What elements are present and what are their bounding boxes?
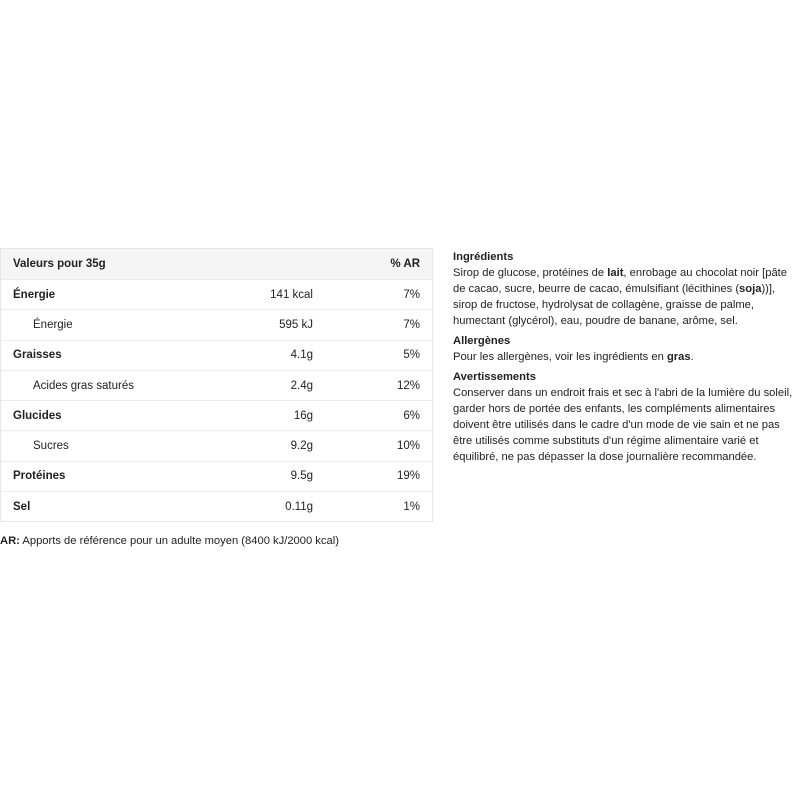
footnote-abbr: AR: (0, 535, 20, 547)
nutrient-name: Sucres (33, 440, 69, 453)
allergens-text (453, 349, 798, 365)
warnings-text: Conserver dans un endroit frais et sec à l'abri de la lumière du soleil, garder hors de portée des enfants, les compléments alimentaires doivent être utilisés dans le cadre d'un mode de vie sain et ne pas être utilisés comme substituts d'un régime alimentaire varié et équilibré, ne pas dépasser la dose journalière recommandée. (453, 387, 793, 463)
table-row (1, 340, 432, 370)
nutrient-name: Glucides (13, 409, 62, 422)
nutrient-name: Énergie (33, 318, 73, 331)
nutrient-ar: 10% (396, 440, 420, 453)
warnings-section (453, 369, 798, 465)
ingredients-section (453, 249, 798, 329)
nutrient-name: Protéines (13, 470, 66, 483)
nutrient-ar: 7% (403, 288, 420, 301)
ingredients-text-part: , enrobage au chocolat noir [pâte de cacao, sucre, beurre de cacao, émulsifiant (lécithines ( (453, 267, 788, 295)
table-row (1, 309, 432, 339)
ingredients-title: Ingrédients (453, 251, 514, 263)
table-row (1, 461, 432, 491)
product-info (453, 249, 798, 469)
header-title: Valeurs pour 35g (13, 258, 106, 270)
allergen-milk: lait (607, 267, 624, 279)
nutrient-quantity: 595 kJ (279, 318, 313, 331)
allergens-title: Allergènes (453, 335, 511, 347)
ingredients-text (453, 265, 798, 329)
allergen-soy: soja (739, 283, 762, 295)
nutrient-quantity: 4.1g (290, 349, 313, 362)
nutrient-name: Sel (13, 500, 31, 513)
header-ar: % AR (390, 258, 420, 270)
nutrient-ar: 6% (403, 409, 420, 422)
nutrient-ar: 19% (396, 470, 420, 483)
allergens-text-part: Pour les allergènes, voir les ingrédients en (453, 351, 667, 363)
nutrient-name: Énergie (13, 288, 56, 301)
nutrition-table-header (1, 249, 432, 279)
table-row (1, 491, 432, 521)
nutrition-table (0, 248, 433, 522)
nutrient-ar: 1% (403, 500, 420, 513)
nutrient-name: Graisses (13, 349, 62, 362)
table-row (1, 370, 432, 400)
footnote-text: Apports de référence pour un adulte moyen (8400 kJ/2000 kcal) (19, 535, 339, 547)
nutrient-ar: 12% (396, 379, 420, 392)
allergens-section (453, 333, 798, 365)
nutrient-quantity: 141 kcal (270, 288, 313, 301)
ingredients-text-part: ))], sirop de fructose, hydrolysat de collagène, graisse de palme, humectant (glycérol), eau, poudre de banane, arôme, sel. (453, 283, 776, 327)
ar-footnote (0, 535, 339, 547)
nutrient-quantity: 9.5g (290, 470, 313, 483)
nutrient-quantity: 16g (293, 409, 313, 422)
ingredients-text-part: Sirop de glucose, protéines de (453, 267, 608, 279)
nutrient-name: Acides gras saturés (33, 379, 134, 392)
nutrient-ar: 7% (403, 318, 420, 331)
nutrient-quantity: 0.11g (285, 500, 313, 513)
table-row (1, 430, 432, 460)
allergens-bold-word: gras (666, 351, 691, 363)
table-row (1, 279, 432, 309)
nutrient-ar: 5% (403, 349, 420, 362)
table-row (1, 400, 432, 430)
warnings-title: Avertissements (453, 371, 536, 383)
allergens-text-part: . (690, 351, 694, 363)
nutrient-quantity: 9.2g (290, 440, 313, 453)
nutrient-quantity: 2.4g (290, 379, 313, 392)
